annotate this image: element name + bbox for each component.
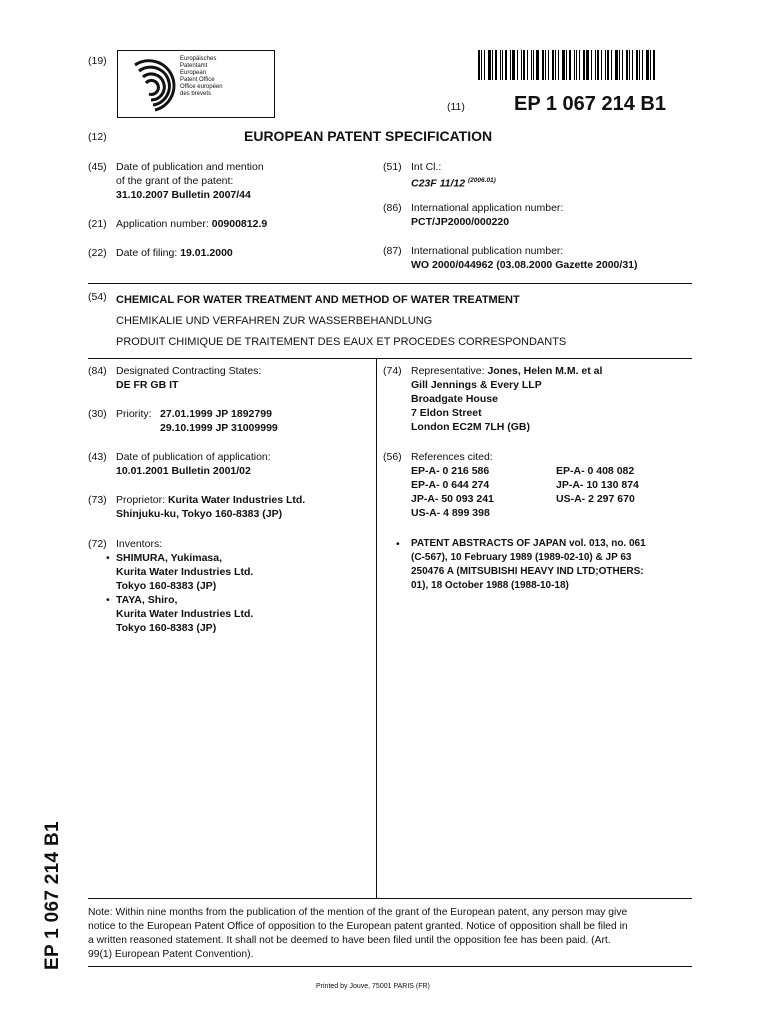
reference-item: JP-A- 10 130 874 (556, 479, 639, 491)
barcode-bar (566, 50, 567, 80)
rule-top (88, 283, 692, 284)
field-51 (383, 160, 683, 191)
field-72 (88, 537, 368, 635)
intl-publication-number: WO 2000/044962 (03.08.2000 Gazette 2000/31) (411, 259, 638, 271)
note-line-4: 99(1) European Patent Convention). (88, 949, 254, 960)
barcode-bar (632, 50, 633, 80)
barcode-bar (595, 50, 596, 80)
inid-84: (84) (88, 365, 107, 377)
side-publication-number: EP 1 067 214 B1 (42, 821, 63, 970)
barcode-bar (636, 50, 638, 80)
barcode (478, 50, 664, 80)
rule-note (88, 898, 692, 899)
application-publication-label: Date of publication of application: (116, 451, 271, 463)
inid-54: (54) (88, 291, 107, 303)
inid-74: (74) (383, 365, 402, 377)
grant-date-label-1: Date of publication and mention (116, 161, 264, 173)
barcode-bar (569, 50, 571, 80)
epo-logo (117, 50, 275, 118)
barcode-bar (650, 50, 651, 80)
inid-45: (45) (88, 161, 107, 173)
barcode-bar (484, 50, 485, 80)
barcode-bar (527, 50, 528, 80)
barcode-bar (591, 50, 592, 80)
inventor-2-address: Tokyo 160-8383 (JP) (116, 622, 217, 634)
representative-building: Broadgate House (411, 393, 498, 405)
inid-22: (22) (88, 247, 107, 259)
barcode-bar (512, 50, 515, 80)
barcode-bar (611, 50, 612, 80)
inventor-1-address: Tokyo 160-8383 (JP) (116, 580, 217, 592)
barcode-bar (607, 50, 609, 80)
field-86 (383, 201, 683, 229)
priority-label: Priority: (116, 408, 152, 420)
office-name-en-1: European (180, 70, 207, 76)
field-74 (383, 364, 683, 434)
intl-publication-label: International publication number: (411, 245, 564, 257)
intl-application-label: International application number: (411, 202, 564, 214)
office-name-fr-1: Office européen (180, 84, 223, 90)
field-22 (88, 246, 368, 260)
int-cl-label: Int Cl.: (411, 161, 442, 173)
int-cl-version: (2006.01) (468, 177, 496, 184)
note-line-3: a written reasoned statement. It shall not be deemed to have been filed until the opposition fee has been paid. (Art. (88, 935, 611, 946)
document-type: EUROPEAN PATENT SPECIFICATION (244, 128, 493, 144)
barcode-bar (622, 50, 623, 80)
reference-item: US-A- 2 297 670 (556, 493, 635, 505)
inid-72: (72) (88, 538, 107, 550)
barcode-bar (548, 50, 549, 80)
barcode-bar (601, 50, 602, 80)
inventor-2-company: Kurita Water Industries Ltd. (116, 608, 254, 620)
bullet-icon: • (106, 594, 110, 606)
npl-line-3: 250476 A (MITSUBISHI HEAVY IND LTD;OTHERS: (411, 566, 644, 577)
inid-51: (51) (383, 161, 402, 173)
priority-2: 29.10.1999 JP 31009999 (160, 422, 278, 434)
inid-12: (12) (88, 131, 107, 143)
barcode-bar (653, 50, 655, 80)
npl-citation (383, 537, 693, 593)
barcode-bar (605, 50, 606, 80)
proprietor-address: Shinjuku-ku, Tokyo 160-8383 (JP) (116, 508, 283, 520)
reference-item: JP-A- 50 093 241 (411, 493, 494, 505)
barcode-bar (615, 50, 618, 80)
barcode-bar (576, 50, 577, 80)
office-name-fr-2: des brevets (180, 91, 212, 97)
barcode-bar (533, 50, 534, 80)
int-cl-value: C23F 11/12 (411, 177, 466, 190)
application-number: 00900812.9 (211, 218, 268, 230)
barcode-bar (488, 50, 491, 80)
barcode-bar (521, 50, 522, 80)
inid-11: (11) (447, 101, 465, 113)
publication-number: EP 1 067 214 B1 (514, 93, 666, 115)
npl-line-4: 01), 18 October 1988 (1988-10-18) (411, 580, 569, 591)
representative-label: Representative: (411, 365, 488, 377)
barcode-bar (639, 50, 640, 80)
office-name-de-2: Patentamt (180, 63, 208, 69)
rule-bottom (88, 966, 692, 967)
inid-21: (21) (88, 218, 107, 230)
barcode-bar (510, 50, 511, 80)
reference-item: EP-A- 0 408 082 (556, 465, 635, 477)
rule-column (376, 358, 377, 898)
designated-states-label: Designated Contracting States: (116, 365, 262, 377)
office-name-en-2: Patent Office (180, 77, 215, 83)
grant-date-value: 31.10.2007 Bulletin 2007/44 (116, 189, 251, 201)
inid-87: (87) (383, 245, 402, 257)
barcode-bar (542, 50, 544, 80)
barcode-bar (626, 50, 628, 80)
application-number-label: Application number: (116, 218, 212, 230)
barcode-bar (574, 50, 575, 80)
barcode-bar (481, 50, 482, 80)
references-label: References cited: (411, 451, 493, 463)
barcode-bar (517, 50, 518, 80)
title-fr: PRODUIT CHIMIQUE DE TRAITEMENT DES EAUX ET PROCEDES CORRESPONDANTS (116, 336, 567, 348)
npl-line-2: (C-567), 10 February 1989 (1989-02-10) & JP 63 (411, 552, 632, 563)
barcode-bar (478, 50, 480, 80)
note-line-1: Note: Within nine months from the publication of the mention of the grant of the European patent, any person may give (88, 907, 628, 918)
opposition-note (88, 906, 698, 962)
representative-street: 7 Eldon Street (411, 407, 482, 419)
application-publication-date: 10.01.2001 Bulletin 2001/02 (116, 465, 251, 477)
field-56 (383, 450, 683, 520)
barcode-bar (502, 50, 503, 80)
barcode-bar (555, 50, 556, 80)
barcode-bar (495, 50, 497, 80)
office-name-de-1: Europäisches (180, 56, 217, 62)
barcode-bar (500, 50, 501, 80)
barcode-bar (558, 50, 559, 80)
inid-86: (86) (383, 202, 402, 214)
barcode-bar (552, 50, 554, 80)
field-30 (88, 407, 368, 434)
barcode-bar (536, 50, 539, 80)
grant-date-label-2: of the grant of the patent: (116, 175, 234, 187)
rule-mid (88, 358, 692, 359)
representative-city: London EC2M 7LH (GB) (411, 421, 530, 433)
references-list (411, 464, 683, 520)
representative-name: Jones, Helen M.M. et al (487, 365, 603, 377)
field-87 (383, 244, 683, 272)
reference-item: EP-A- 0 216 586 (411, 465, 490, 477)
filing-date-label: Date of filing: (116, 247, 181, 259)
designated-states: DE FR GB IT (116, 379, 179, 391)
inventors-label: Inventors: (116, 538, 163, 550)
inid-73: (73) (88, 494, 107, 506)
inventor-1-company: Kurita Water Industries Ltd. (116, 566, 254, 578)
inid-56: (56) (383, 451, 402, 463)
proprietor-label: Proprietor: (116, 494, 168, 506)
field-54 (88, 290, 692, 353)
inventor-2-name: TAYA, Shiro, (116, 594, 178, 606)
inid-30: (30) (88, 408, 107, 420)
intl-application-number: PCT/JP2000/000220 (411, 216, 510, 228)
barcode-bar (523, 50, 525, 80)
title-en: CHEMICAL FOR WATER TREATMENT AND METHOD OF WATER TREATMENT (116, 294, 520, 306)
bullet-icon: • (396, 538, 400, 550)
field-73 (88, 493, 368, 521)
priority-1: 27.01.1999 JP 1892799 (160, 408, 272, 420)
barcode-bar (583, 50, 585, 80)
inventor-1 (106, 551, 368, 593)
barcode-bar (492, 50, 493, 80)
barcode-bar (505, 50, 507, 80)
filing-date: 19.01.2000 (180, 247, 233, 259)
barcode-bar (646, 50, 649, 80)
bullet-icon: • (106, 552, 110, 564)
barcode-bar (562, 50, 565, 80)
barcode-bar (629, 50, 630, 80)
inventor-1-name: SHIMURA, Yukimasa, (116, 552, 223, 564)
inid-43: (43) (88, 451, 107, 463)
inid-19: (19) (88, 55, 107, 67)
representative-firm: Gill Jennings & Every LLP (411, 379, 542, 391)
barcode-bar (642, 50, 643, 80)
barcode-bar (531, 50, 532, 80)
printer-credit: Printed by Jouve, 75001 PARIS (FR) (316, 983, 430, 990)
barcode-bar (545, 50, 546, 80)
barcode-bar (586, 50, 589, 80)
title-de: CHEMIKALIE UND VERFAHREN ZUR WASSERBEHANDLUNG (116, 315, 433, 327)
barcode-bar (579, 50, 580, 80)
field-45 (88, 160, 368, 202)
npl-line-1: PATENT ABSTRACTS OF JAPAN vol. 013, no. 061 (411, 538, 646, 549)
inventor-2 (106, 593, 368, 635)
reference-item: US-A- 4 899 398 (411, 507, 490, 519)
reference-item: EP-A- 0 644 274 (411, 479, 490, 491)
field-21 (88, 217, 368, 231)
field-43 (88, 450, 368, 478)
field-84 (88, 364, 368, 392)
barcode-bar (619, 50, 620, 80)
barcode-bar (597, 50, 599, 80)
epo-emblem-icon (121, 53, 177, 115)
note-line-2: notice to the European Patent Office of opposition to the European patent granted. Notice of opposition shall be filed in (88, 921, 628, 932)
office-names (180, 56, 223, 98)
proprietor-name: Kurita Water Industries Ltd. (167, 494, 306, 506)
